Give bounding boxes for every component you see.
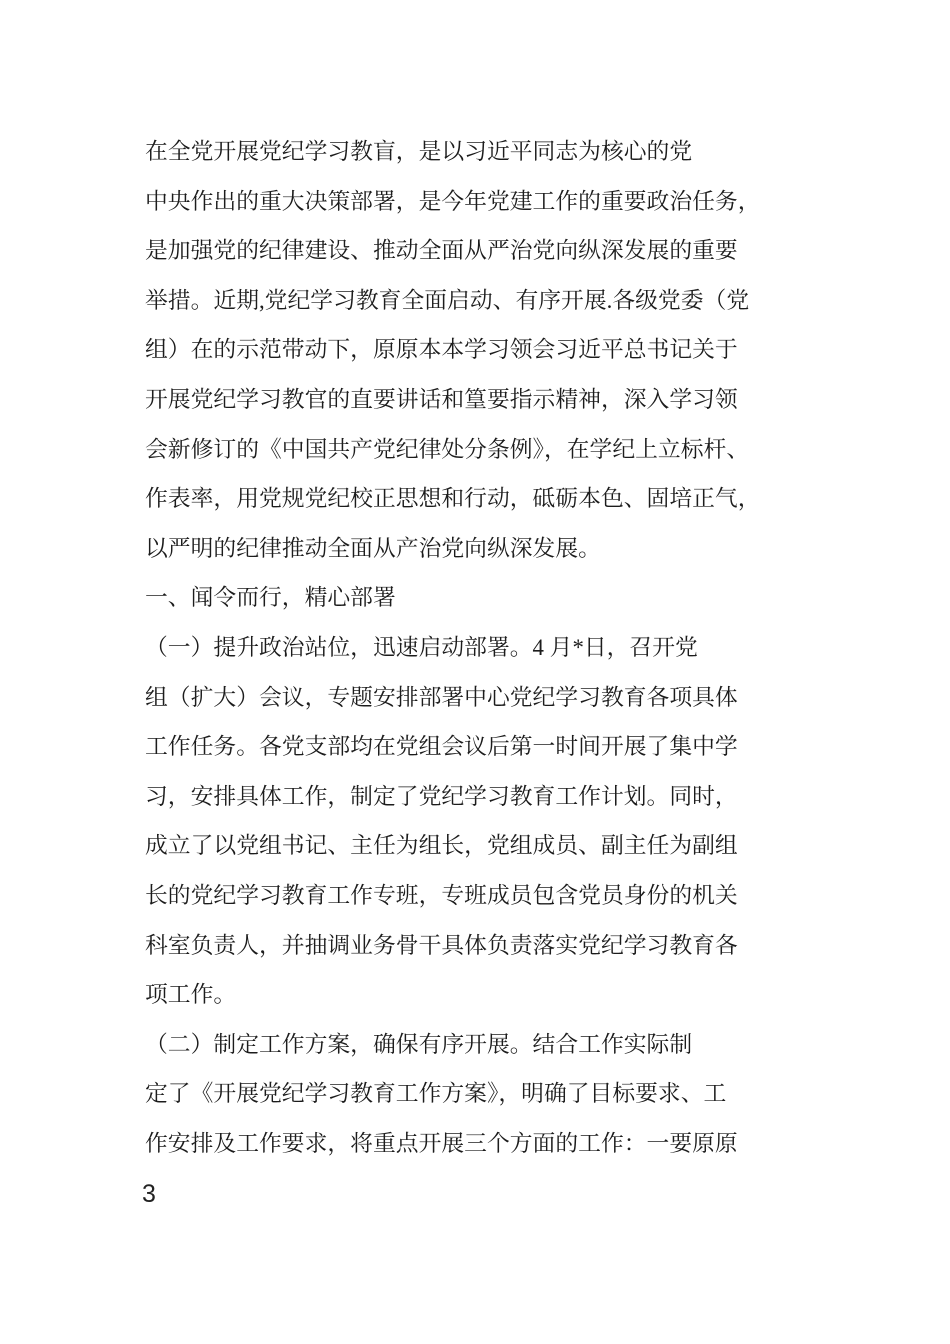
text-line: 以严明的纪律推动全面从产治党向纵深发展。 — [145, 535, 601, 561]
text-line: 组（扩大）会议，专题安排部署中心党纪学习教育各项具体 — [145, 684, 738, 710]
text-line: 中央作出的重大决策部署，是今年党建工作的重要政治任务， — [145, 188, 761, 214]
text-line: 会新修订的《中国共产党纪律处分条例》，在学纪上立标杆、 — [145, 436, 750, 462]
page-number: 3 — [142, 1180, 156, 1208]
text-line: 组）在的示范带动下，原原本本学习领会习近平总书记关于 — [145, 337, 738, 363]
text-line: 习，安排具体工作，制定了党纪学习教育工作计划。同时， — [145, 783, 738, 809]
text-line: 项工作。 — [145, 982, 237, 1008]
text-line: 成立了以党组书记、主任为组长，党组成员、副主任为副组 — [145, 833, 738, 859]
text-line: 作安排及工作要求，将重点开展三个方面的工作：一要原原 — [145, 1130, 738, 1156]
document-body — [145, 127, 845, 1168]
text-line: 是加强党的纪律建设、推动全面从严治党向纵深发展的重要 — [145, 238, 738, 264]
text-line: 工作任务。各党支部均在党组会议后第一时间开展了集中学 — [145, 734, 738, 760]
text-line: 举措。近期,党纪学习教育全面启动、有序开展.各级党委（党 — [145, 287, 750, 313]
text-line: 科室负责人，并抽调业务骨干具体负责落实党纪学习教育各 — [145, 932, 738, 958]
text-line: 作表率，用党规党纪校正思想和行动，砥砺本色、固培正气， — [145, 486, 761, 512]
text-line: （二）制定工作方案，确保有序开展。结合工作实际制 — [145, 1031, 693, 1057]
text-line: 开展党纪学习教官的直要讲话和篁要指示精神，深入学习领 — [145, 386, 738, 412]
section-heading-line: 一、闻令而行，精心部署 — [145, 585, 396, 611]
text-line: 定了《开展党纪学习教育工作方案》，明确了目标要求、工 — [145, 1081, 727, 1107]
text-line: 长的党纪学习教育工作专班，专班成员包含党员身份的机关 — [145, 882, 738, 908]
text-line: （一）提升政治站位，迅速启动部署。4 月*日，召开党 — [145, 634, 698, 660]
text-line: 在全党开展党纪学习教盲，是以习近平同志为核心的党 — [145, 139, 693, 164]
